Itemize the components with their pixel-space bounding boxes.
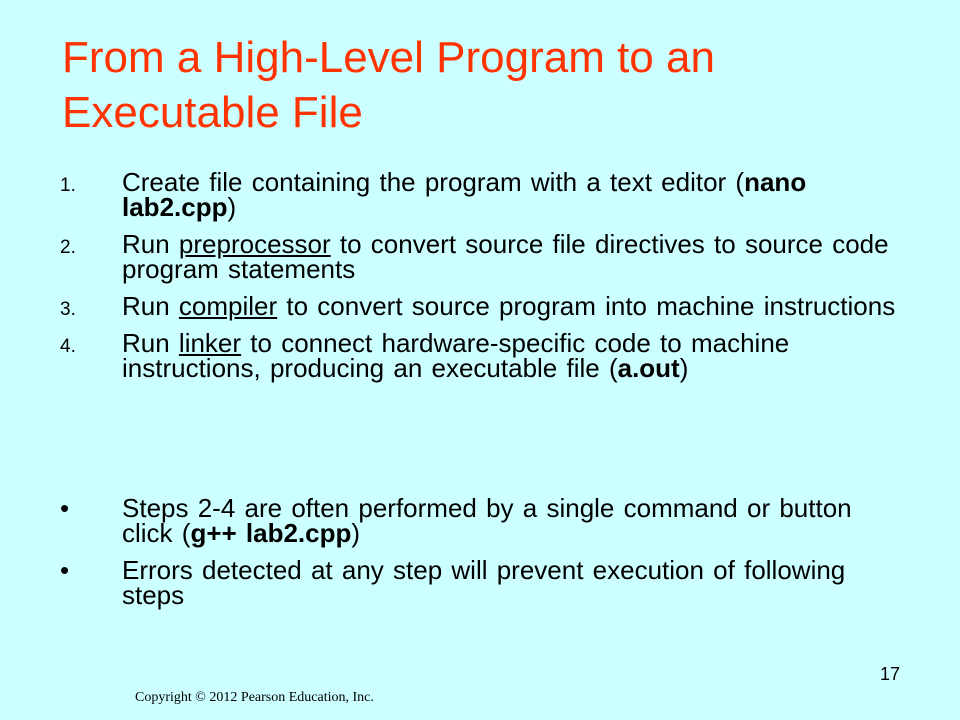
step-number: 4. — [60, 336, 76, 357]
step-number: 2. — [60, 237, 76, 258]
step-text: to convert source file directives to source code program statements — [122, 229, 889, 284]
command-text: nano lab2.cpp — [122, 167, 807, 222]
step-text: Create file containing the program with a text editor ( — [122, 167, 745, 197]
step-text: Run — [122, 291, 179, 321]
step-text: to connect hardware-specific code to machine instructions, producing an executable file ( — [122, 328, 790, 383]
copyright-notice: Copyright © 2012 Pearson Education, Inc. — [135, 690, 374, 705]
step-item — [60, 291, 900, 321]
term-linker: linker — [178, 328, 242, 358]
step-number: 3. — [60, 299, 76, 320]
step-text: Run — [122, 229, 179, 259]
step-number: 1. — [60, 175, 76, 196]
step-text: to convert source program into machine instructions — [277, 291, 896, 321]
note-text: Errors detected at any step will prevent execution of following steps — [122, 555, 846, 610]
bullet-icon: • — [60, 493, 70, 523]
note-item — [60, 493, 900, 548]
note-text: ) — [351, 518, 361, 548]
slide-title: From a High-Level Program to an Executable File — [62, 33, 715, 137]
notes-list — [60, 493, 900, 620]
term-compiler: compiler — [178, 291, 278, 321]
note-text: Steps 2-4 are often performed by a single command or button click ( — [122, 493, 852, 548]
command-text: a.out — [617, 353, 680, 383]
step-item — [60, 167, 900, 222]
step-text: Run — [122, 328, 179, 358]
page-number: 17 — [879, 664, 900, 684]
term-preprocessor: preprocessor — [178, 229, 331, 259]
steps-list — [60, 167, 900, 393]
command-text: g++ lab2.cpp — [190, 518, 352, 548]
step-item — [60, 229, 900, 284]
note-item — [60, 555, 900, 610]
step-text: ) — [227, 192, 237, 222]
bullet-icon: • — [60, 555, 70, 585]
step-item — [60, 328, 900, 383]
step-text: ) — [679, 353, 689, 383]
